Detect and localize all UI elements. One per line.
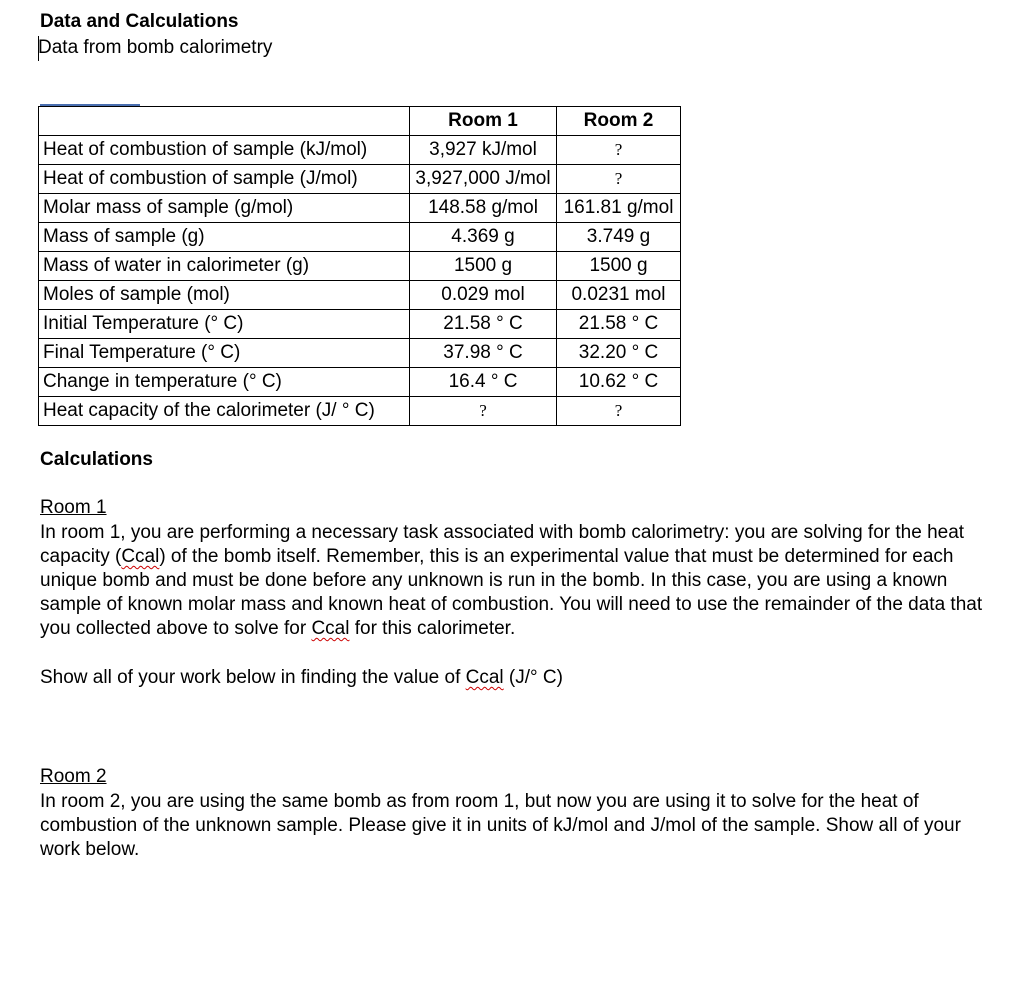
row-label: Heat capacity of the calorimeter (J/ ° C) bbox=[39, 397, 410, 426]
room2-instructions: In room 2, you are using the same bomb as from room 1, but now you are using it to solve for the heat of combustion of the unknown sample. Please give it in units of kJ/mol and J/mol of the sample. Show all of your work below. bbox=[40, 791, 961, 860]
row-label: Moles of sample (mol) bbox=[39, 281, 410, 310]
table-row bbox=[39, 165, 681, 194]
room2-cell: 3.749 g bbox=[557, 223, 681, 252]
room1-cell: 37.98 ° C bbox=[410, 339, 557, 368]
room2-cell: 1500 g bbox=[557, 252, 681, 281]
room1-cell: ? bbox=[410, 397, 557, 426]
room2-cell: 161.81 g/mol bbox=[557, 194, 681, 223]
room1-text-a: In room 1, you are performing a necessary task associated with bomb calorimetry: you are solving for the heat capacity ( bbox=[40, 522, 965, 567]
table-row bbox=[39, 368, 681, 397]
table-header-row bbox=[39, 107, 681, 136]
ccal-term: Ccal bbox=[311, 618, 350, 639]
table-header-room1: Room 1 bbox=[410, 107, 557, 136]
ccal-term: Ccal bbox=[465, 667, 504, 688]
room1-instructions bbox=[40, 521, 1000, 641]
room1-heading: Room 1 bbox=[40, 497, 107, 518]
table-header-room2: Room 2 bbox=[557, 107, 681, 136]
show-work-text-b: (J/° C) bbox=[503, 667, 563, 688]
table-header-blank bbox=[39, 107, 410, 136]
room1-text-c: for this calorimeter. bbox=[349, 618, 516, 639]
room2-cell: 10.62 ° C bbox=[557, 368, 681, 397]
room1-cell: 21.58 ° C bbox=[410, 310, 557, 339]
table-row bbox=[39, 252, 681, 281]
row-label: Molar mass of sample (g/mol) bbox=[39, 194, 410, 223]
room1-text-b: ) of the bomb itself. Remember, this is an experimental value that must be determined for each unique bomb and must be done before any unknown is run in the bomb. In this case, you are using a known sample of known molar mass and known heat of combustion. You will need to use the remainder of the data that you collected above to solve for bbox=[40, 546, 983, 639]
show-work-text-a: Show all of your work below in finding the value of bbox=[40, 667, 466, 688]
row-label: Final Temperature (° C) bbox=[39, 339, 410, 368]
row-label: Initial Temperature (° C) bbox=[39, 310, 410, 339]
row-label: Heat of combustion of sample (kJ/mol) bbox=[39, 136, 410, 165]
ccal-term: Ccal bbox=[121, 546, 160, 567]
page-subtitle: Data from bomb calorimetry bbox=[38, 37, 273, 58]
room1-cell: 0.029 mol bbox=[410, 281, 557, 310]
room1-cell: 148.58 g/mol bbox=[410, 194, 557, 223]
room1-cell: 1500 g bbox=[410, 252, 557, 281]
room1-cell: 4.369 g bbox=[410, 223, 557, 252]
room1-cell: 3,927,000 J/mol bbox=[410, 165, 557, 194]
table-row bbox=[39, 310, 681, 339]
room2-cell: ? bbox=[557, 136, 681, 165]
table-row bbox=[39, 281, 681, 310]
room2-cell: ? bbox=[557, 165, 681, 194]
room2-heading: Room 2 bbox=[40, 766, 107, 787]
room1-cell: 16.4 ° C bbox=[410, 368, 557, 397]
table-row bbox=[39, 397, 681, 426]
room1-cell: 3,927 kJ/mol bbox=[410, 136, 557, 165]
table-row bbox=[39, 136, 681, 165]
row-label: Change in temperature (° C) bbox=[39, 368, 410, 397]
page-title: Data and Calculations bbox=[40, 11, 239, 32]
table-row bbox=[39, 194, 681, 223]
calculations-heading: Calculations bbox=[40, 449, 153, 470]
room1-show-work bbox=[40, 666, 1000, 690]
calorimetry-data-table bbox=[38, 106, 681, 426]
row-label: Mass of sample (g) bbox=[39, 223, 410, 252]
table-row bbox=[39, 223, 681, 252]
row-label: Heat of combustion of sample (J/mol) bbox=[39, 165, 410, 194]
room2-cell: 21.58 ° C bbox=[557, 310, 681, 339]
table-row bbox=[39, 339, 681, 368]
room2-cell: 0.0231 mol bbox=[557, 281, 681, 310]
room2-cell: 32.20 ° C bbox=[557, 339, 681, 368]
row-label: Mass of water in calorimeter (g) bbox=[39, 252, 410, 281]
room2-cell: ? bbox=[557, 397, 681, 426]
